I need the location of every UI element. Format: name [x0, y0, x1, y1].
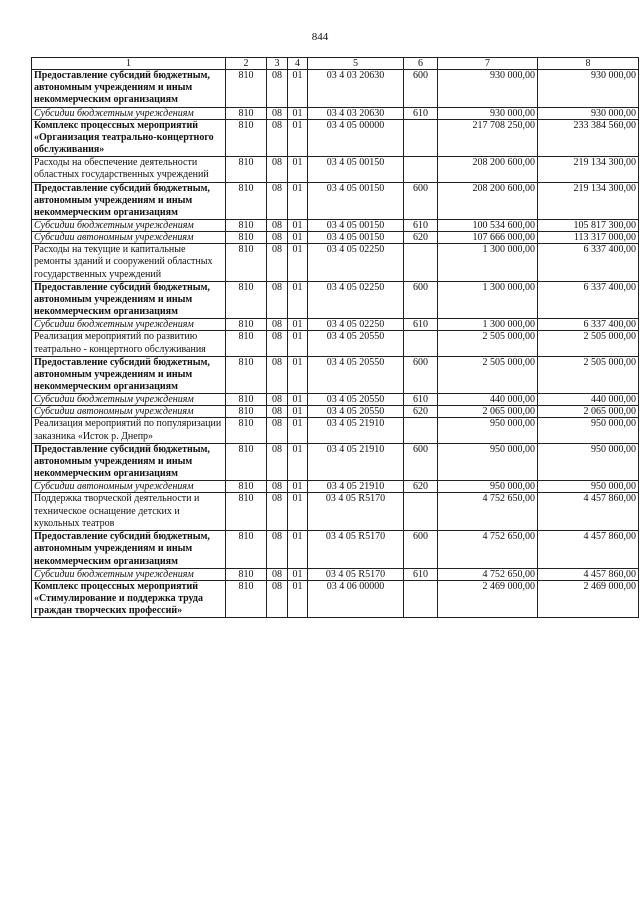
- amount-year1-cell: 930 000,00: [438, 70, 538, 108]
- expense-name-cell: Субсидии автономным учреждениям: [32, 232, 226, 244]
- table-row: [32, 182, 639, 220]
- table-row: [32, 157, 639, 182]
- amount-year2-cell: 6 337 400,00: [538, 244, 639, 282]
- ministry-code-cell: 810: [226, 244, 267, 282]
- expense-name-cell: Субсидии бюджетным учреждениям: [32, 319, 226, 331]
- subsection-cell: 01: [288, 568, 308, 580]
- amount-year1-cell: 2 065 000,00: [438, 406, 538, 418]
- subsection-cell: 01: [288, 232, 308, 244]
- amount-year1-cell: 2 505 000,00: [438, 356, 538, 394]
- amount-year2-cell: 105 817 300,00: [538, 220, 639, 232]
- subsection-cell: 01: [288, 580, 308, 618]
- table-body: [32, 70, 639, 618]
- expense-type-cell: 600: [404, 356, 438, 394]
- expense-type-cell: [404, 119, 438, 157]
- expense-name-cell: Комплекс процессных мероприятий «Стимулирование и поддержка труда граждан творческих профессий»: [32, 580, 226, 618]
- amount-year1-cell: 950 000,00: [438, 418, 538, 443]
- ministry-code-cell: 810: [226, 568, 267, 580]
- subsection-cell: 01: [288, 70, 308, 108]
- section-cell: 08: [267, 331, 288, 356]
- subsection-cell: 01: [288, 182, 308, 220]
- table-row: [32, 107, 639, 119]
- expense-type-cell: 610: [404, 568, 438, 580]
- section-cell: 08: [267, 394, 288, 406]
- target-article-cell: 03 4 05 20550: [308, 406, 404, 418]
- page-number: 844: [311, 31, 329, 43]
- ministry-code-cell: 810: [226, 182, 267, 220]
- subsection-cell: 01: [288, 406, 308, 418]
- amount-year1-cell: 1 300 000,00: [438, 281, 538, 319]
- section-cell: 08: [267, 481, 288, 493]
- amount-year1-cell: 1 300 000,00: [438, 319, 538, 331]
- table-row: [32, 232, 639, 244]
- subsection-cell: 01: [288, 356, 308, 394]
- ministry-code-cell: 810: [226, 70, 267, 108]
- expense-name-cell: Реализация мероприятий по развитию театрально - концертного обслуживания: [32, 331, 226, 356]
- section-cell: 08: [267, 443, 288, 481]
- table-row: [32, 356, 639, 394]
- amount-year1-cell: 4 752 650,00: [438, 568, 538, 580]
- section-cell: 08: [267, 157, 288, 182]
- subsection-cell: 01: [288, 119, 308, 157]
- ministry-code-cell: 810: [226, 281, 267, 319]
- ministry-code-cell: 810: [226, 157, 267, 182]
- expense-type-cell: [404, 244, 438, 282]
- amount-year1-cell: 107 666 000,00: [438, 232, 538, 244]
- table-row: [32, 418, 639, 443]
- amount-year2-cell: 113 317 000,00: [538, 232, 639, 244]
- amount-year1-cell: 208 200 600,00: [438, 157, 538, 182]
- amount-year1-cell: 217 708 250,00: [438, 119, 538, 157]
- amount-year2-cell: 219 134 300,00: [538, 157, 639, 182]
- expense-type-cell: [404, 157, 438, 182]
- table-row: [32, 70, 639, 108]
- subsection-cell: 01: [288, 220, 308, 232]
- amount-year2-cell: 6 337 400,00: [538, 319, 639, 331]
- expense-name-cell: Субсидии автономным учреждениям: [32, 481, 226, 493]
- ministry-code-cell: 810: [226, 356, 267, 394]
- expense-name-cell: Предоставление субсидий бюджетным, автономным учреждениям и иным некоммерческим организациям: [32, 443, 226, 481]
- expense-type-cell: 600: [404, 281, 438, 319]
- target-article-cell: 03 4 06 00000: [308, 580, 404, 618]
- ministry-code-cell: 810: [226, 232, 267, 244]
- expense-name-cell: Субсидии бюджетным учреждениям: [32, 568, 226, 580]
- amount-year2-cell: 233 384 560,00: [538, 119, 639, 157]
- subsection-cell: 01: [288, 531, 308, 569]
- expense-type-cell: 600: [404, 443, 438, 481]
- column-number-1: 1: [32, 58, 226, 70]
- section-cell: 08: [267, 418, 288, 443]
- amount-year2-cell: 950 000,00: [538, 481, 639, 493]
- amount-year1-cell: 950 000,00: [438, 443, 538, 481]
- target-article-cell: 03 4 05 20550: [308, 331, 404, 356]
- subsection-cell: 01: [288, 281, 308, 319]
- ministry-code-cell: 810: [226, 481, 267, 493]
- amount-year2-cell: 930 000,00: [538, 107, 639, 119]
- subsection-cell: 01: [288, 481, 308, 493]
- table-row: [32, 244, 639, 282]
- amount-year1-cell: 100 534 600,00: [438, 220, 538, 232]
- table-row: [32, 406, 639, 418]
- target-article-cell: 03 4 05 R5170: [308, 493, 404, 531]
- expense-name-cell: Реализация мероприятий по популяризации заказника «Исток р. Днепр»: [32, 418, 226, 443]
- table-row: [32, 331, 639, 356]
- target-article-cell: 03 4 05 00150: [308, 220, 404, 232]
- section-cell: 08: [267, 244, 288, 282]
- expense-type-cell: [404, 331, 438, 356]
- target-article-cell: 03 4 03 20630: [308, 107, 404, 119]
- amount-year2-cell: 2 469 000,00: [538, 580, 639, 618]
- section-cell: 08: [267, 232, 288, 244]
- table-row: [32, 394, 639, 406]
- table-row: [32, 319, 639, 331]
- target-article-cell: 03 4 05 02250: [308, 281, 404, 319]
- amount-year1-cell: 208 200 600,00: [438, 182, 538, 220]
- table-row: [32, 443, 639, 481]
- expense-type-cell: 620: [404, 481, 438, 493]
- ministry-code-cell: 810: [226, 107, 267, 119]
- subsection-cell: 01: [288, 107, 308, 119]
- expense-name-cell: Предоставление субсидий бюджетным, автономным учреждениям и иным некоммерческим организациям: [32, 531, 226, 569]
- amount-year2-cell: 440 000,00: [538, 394, 639, 406]
- subsection-cell: 01: [288, 331, 308, 356]
- section-cell: 08: [267, 493, 288, 531]
- amount-year1-cell: 2 469 000,00: [438, 580, 538, 618]
- expense-type-cell: [404, 580, 438, 618]
- amount-year2-cell: 4 457 860,00: [538, 531, 639, 569]
- amount-year2-cell: 930 000,00: [538, 70, 639, 108]
- amount-year2-cell: 219 134 300,00: [538, 182, 639, 220]
- amount-year1-cell: 2 505 000,00: [438, 331, 538, 356]
- expense-name-cell: Расходы на текущие и капитальные ремонты зданий и сооружений областных государственных учреждений: [32, 244, 226, 282]
- amount-year1-cell: 440 000,00: [438, 394, 538, 406]
- column-number-7: 7: [438, 58, 538, 70]
- amount-year2-cell: 6 337 400,00: [538, 281, 639, 319]
- expense-type-cell: 610: [404, 107, 438, 119]
- target-article-cell: 03 4 05 02250: [308, 319, 404, 331]
- subsection-cell: 01: [288, 418, 308, 443]
- target-article-cell: 03 4 03 20630: [308, 70, 404, 108]
- table-row: [32, 119, 639, 157]
- table-row: [32, 568, 639, 580]
- expense-name-cell: Поддержка творческой деятельности и техническое оснащение детских и кукольных театров: [32, 493, 226, 531]
- table-row: [32, 493, 639, 531]
- ministry-code-cell: 810: [226, 394, 267, 406]
- expense-type-cell: [404, 418, 438, 443]
- section-cell: 08: [267, 531, 288, 569]
- amount-year2-cell: 2 505 000,00: [538, 331, 639, 356]
- expense-name-cell: Субсидии автономным учреждениям: [32, 406, 226, 418]
- amount-year2-cell: 950 000,00: [538, 443, 639, 481]
- section-cell: 08: [267, 580, 288, 618]
- expense-type-cell: 600: [404, 70, 438, 108]
- table-row: [32, 531, 639, 569]
- amount-year1-cell: 4 752 650,00: [438, 493, 538, 531]
- amount-year1-cell: 950 000,00: [438, 481, 538, 493]
- amount-year2-cell: 4 457 860,00: [538, 493, 639, 531]
- target-article-cell: 03 4 05 R5170: [308, 568, 404, 580]
- subsection-cell: 01: [288, 157, 308, 182]
- expense-name-cell: Расходы на обеспечение деятельности областных государственных учреждений: [32, 157, 226, 182]
- section-cell: 08: [267, 281, 288, 319]
- amount-year2-cell: 2 505 000,00: [538, 356, 639, 394]
- section-cell: 08: [267, 107, 288, 119]
- expense-name-cell: Предоставление субсидий бюджетным, автономным учреждениям и иным некоммерческим организациям: [32, 281, 226, 319]
- table-row: [32, 481, 639, 493]
- ministry-code-cell: 810: [226, 418, 267, 443]
- target-article-cell: 03 4 05 00000: [308, 119, 404, 157]
- section-cell: 08: [267, 182, 288, 220]
- expense-name-cell: Предоставление субсидий бюджетным, автономным учреждениям и иным некоммерческим организациям: [32, 356, 226, 394]
- column-number-4: 4: [288, 58, 308, 70]
- column-number-2: 2: [226, 58, 267, 70]
- table-row: [32, 281, 639, 319]
- budget-table: [31, 57, 639, 618]
- ministry-code-cell: 810: [226, 220, 267, 232]
- expense-type-cell: 620: [404, 232, 438, 244]
- amount-year2-cell: 2 065 000,00: [538, 406, 639, 418]
- target-article-cell: 03 4 05 20550: [308, 356, 404, 394]
- table-row: [32, 220, 639, 232]
- column-number-8: 8: [538, 58, 639, 70]
- expense-name-cell: Комплекс процессных мероприятий «Организация театрально-концертного обслуживания»: [32, 119, 226, 157]
- expense-type-cell: 620: [404, 406, 438, 418]
- column-number-5: 5: [308, 58, 404, 70]
- ministry-code-cell: 810: [226, 580, 267, 618]
- target-article-cell: 03 4 05 00150: [308, 232, 404, 244]
- expense-type-cell: [404, 493, 438, 531]
- amount-year2-cell: 4 457 860,00: [538, 568, 639, 580]
- section-cell: 08: [267, 568, 288, 580]
- expense-type-cell: 610: [404, 220, 438, 232]
- section-cell: 08: [267, 319, 288, 331]
- target-article-cell: 03 4 05 21910: [308, 443, 404, 481]
- expense-name-cell: Предоставление субсидий бюджетным, автономным учреждениям и иным некоммерческим организациям: [32, 182, 226, 220]
- amount-year1-cell: 4 752 650,00: [438, 531, 538, 569]
- ministry-code-cell: 810: [226, 319, 267, 331]
- subsection-cell: 01: [288, 319, 308, 331]
- target-article-cell: 03 4 05 02250: [308, 244, 404, 282]
- ministry-code-cell: 810: [226, 531, 267, 569]
- expense-name-cell: Субсидии бюджетным учреждениям: [32, 220, 226, 232]
- column-number-3: 3: [267, 58, 288, 70]
- column-number-6: 6: [404, 58, 438, 70]
- target-article-cell: 03 4 05 00150: [308, 157, 404, 182]
- ministry-code-cell: 810: [226, 406, 267, 418]
- ministry-code-cell: 810: [226, 493, 267, 531]
- subsection-cell: 01: [288, 244, 308, 282]
- expense-type-cell: 600: [404, 531, 438, 569]
- subsection-cell: 01: [288, 394, 308, 406]
- subsection-cell: 01: [288, 493, 308, 531]
- expense-name-cell: Субсидии бюджетным учреждениям: [32, 394, 226, 406]
- expense-name-cell: Предоставление субсидий бюджетным, автономным учреждениям и иным некоммерческим организациям: [32, 70, 226, 108]
- ministry-code-cell: 810: [226, 331, 267, 356]
- target-article-cell: 03 4 05 21910: [308, 481, 404, 493]
- section-cell: 08: [267, 356, 288, 394]
- amount-year1-cell: 930 000,00: [438, 107, 538, 119]
- table-row: [32, 580, 639, 618]
- amount-year2-cell: 950 000,00: [538, 418, 639, 443]
- amount-year1-cell: 1 300 000,00: [438, 244, 538, 282]
- subsection-cell: 01: [288, 443, 308, 481]
- section-cell: 08: [267, 406, 288, 418]
- section-cell: 08: [267, 220, 288, 232]
- target-article-cell: 03 4 05 21910: [308, 418, 404, 443]
- ministry-code-cell: 810: [226, 119, 267, 157]
- target-article-cell: 03 4 05 20550: [308, 394, 404, 406]
- expense-type-cell: 610: [404, 394, 438, 406]
- section-cell: 08: [267, 70, 288, 108]
- target-article-cell: 03 4 05 R5170: [308, 531, 404, 569]
- expense-type-cell: 600: [404, 182, 438, 220]
- ministry-code-cell: 810: [226, 443, 267, 481]
- target-article-cell: 03 4 05 00150: [308, 182, 404, 220]
- section-cell: 08: [267, 119, 288, 157]
- column-number-row: [32, 58, 639, 70]
- expense-type-cell: 610: [404, 319, 438, 331]
- expense-name-cell: Субсидии бюджетным учреждениям: [32, 107, 226, 119]
